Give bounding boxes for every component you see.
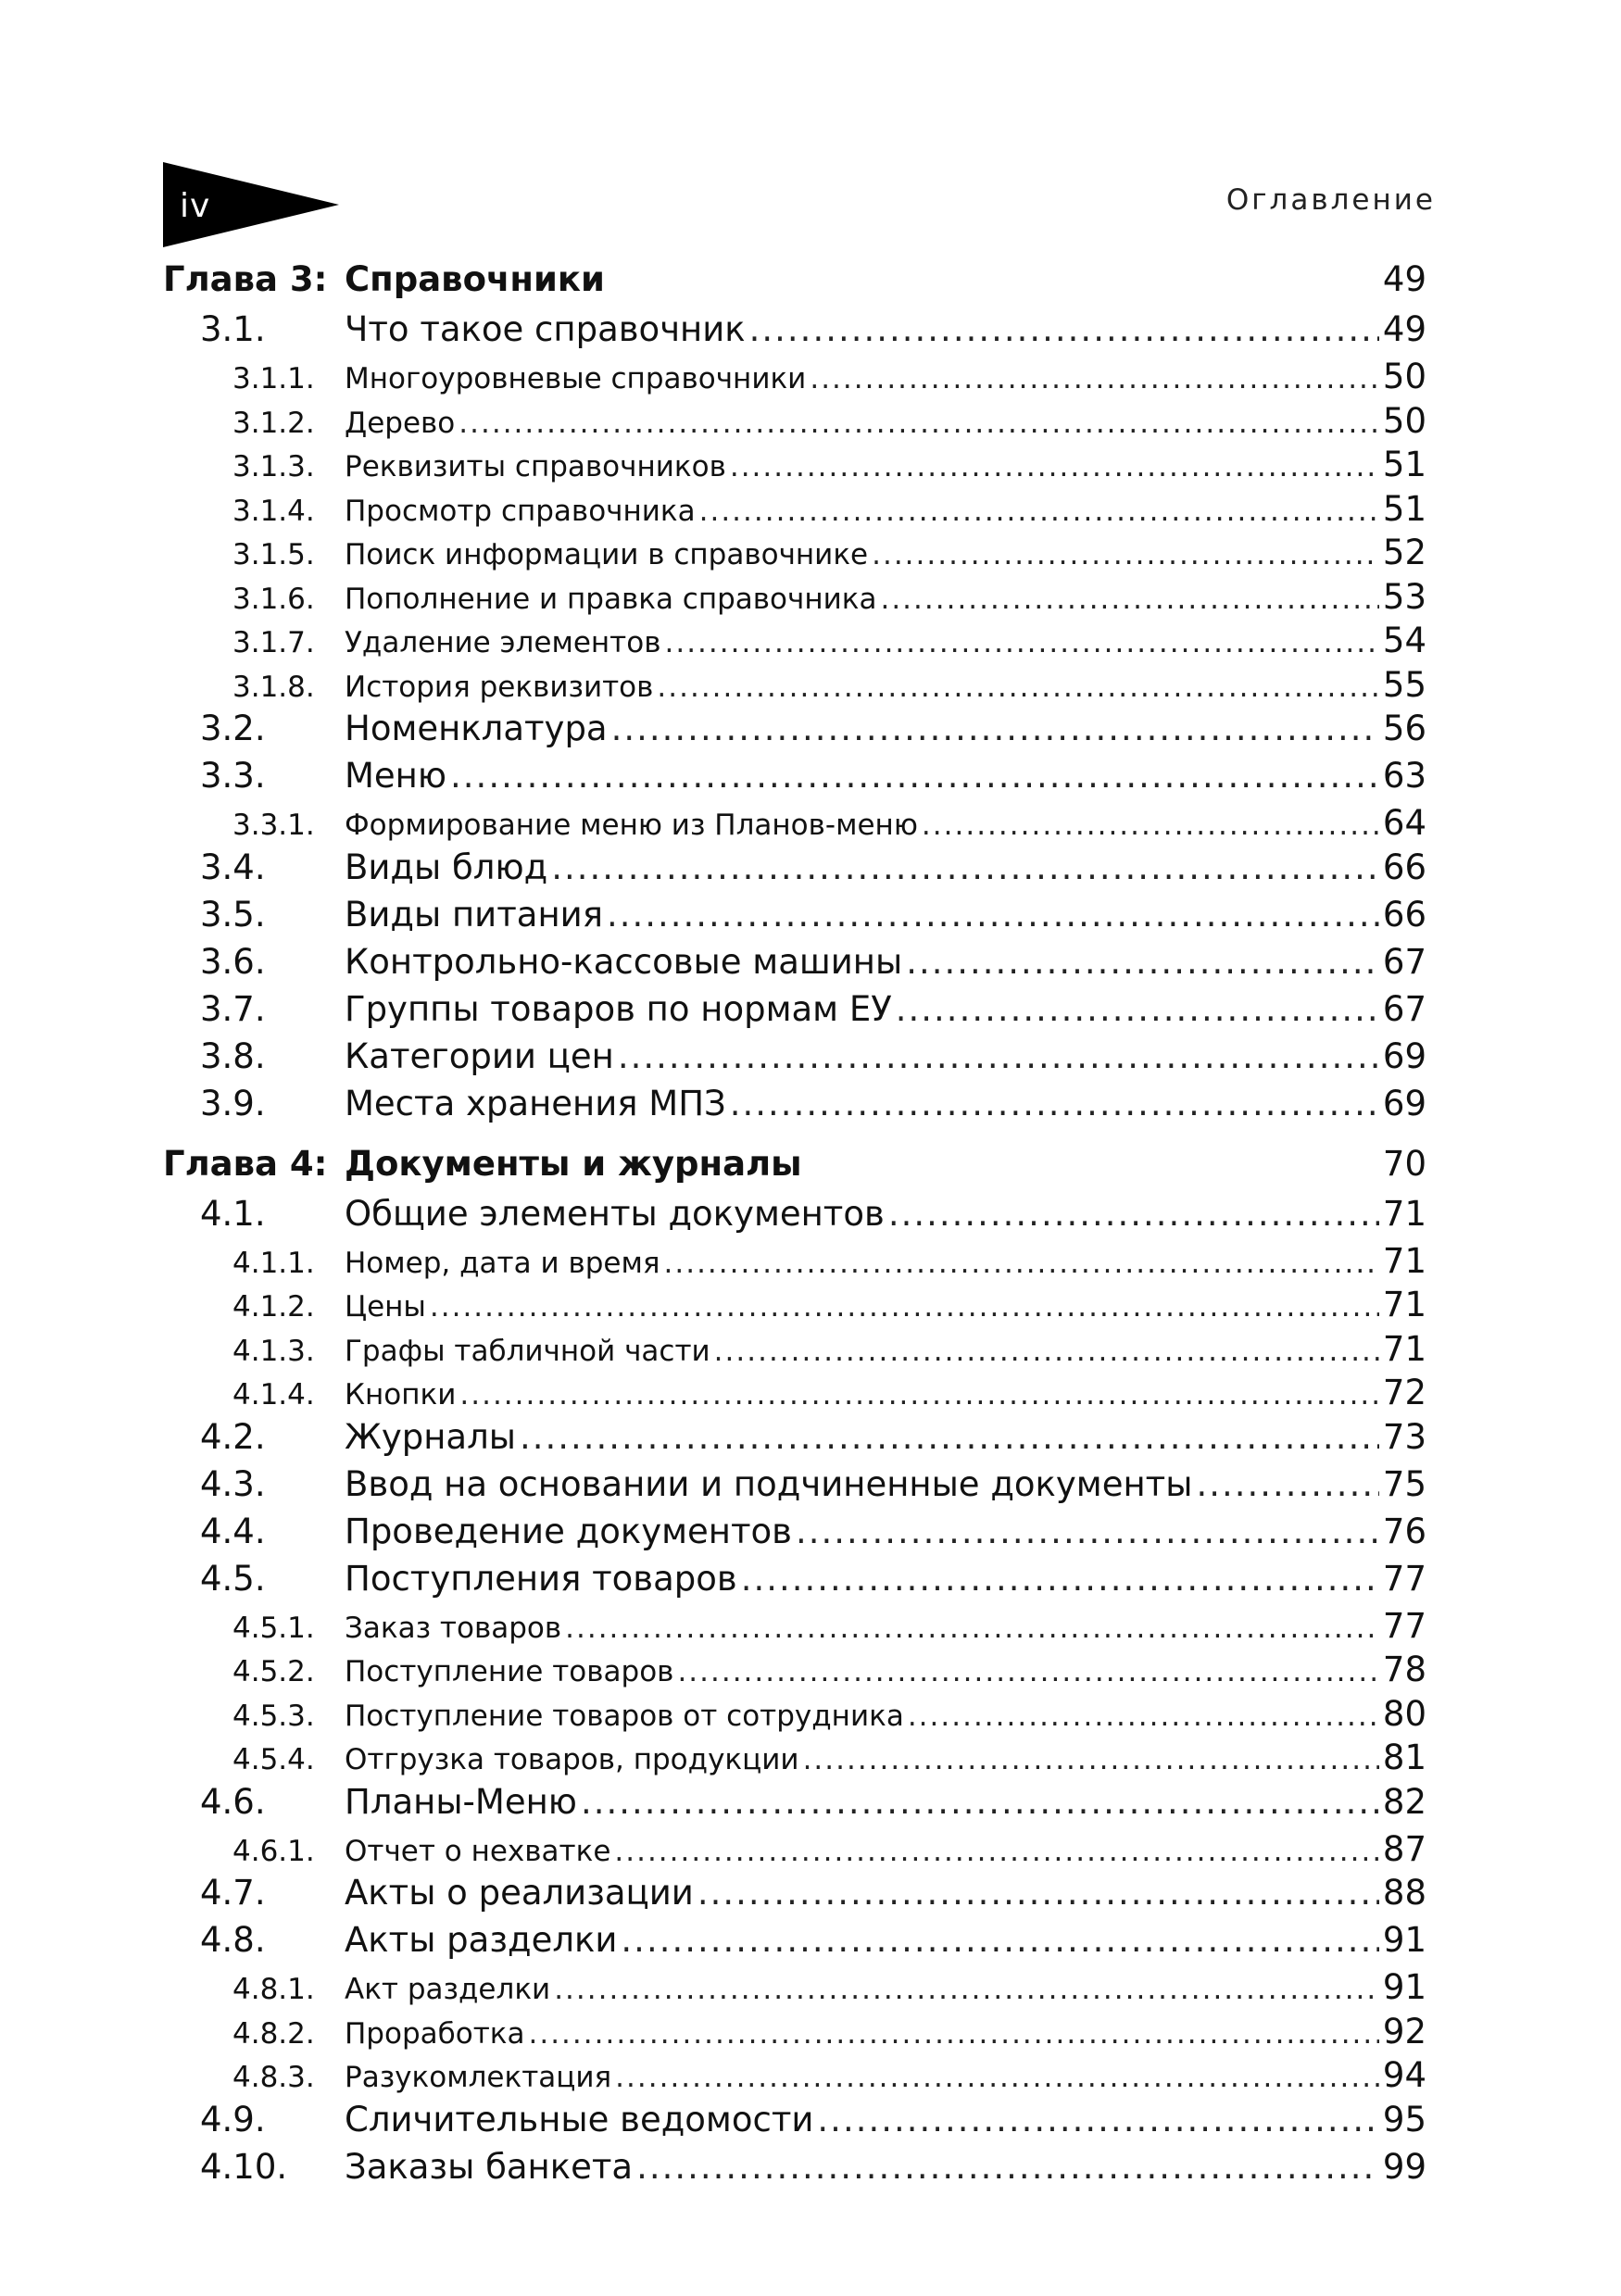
entry-number: 3.3. bbox=[200, 756, 266, 796]
dot-leader bbox=[529, 2017, 1379, 2051]
entry-title: Ввод на основании и подчиненные документы bbox=[345, 1463, 1193, 1504]
page-ref: 63 bbox=[1382, 756, 1426, 796]
entry-number: 3.1.7. bbox=[232, 626, 315, 659]
toc-section[interactable] bbox=[163, 1559, 1426, 1606]
dot-leader bbox=[810, 362, 1379, 395]
toc-subsection[interactable] bbox=[163, 1967, 1426, 2012]
entry-number: 4.8. bbox=[200, 1920, 266, 1960]
toc-section[interactable] bbox=[163, 1782, 1426, 1829]
entry-title: Разукомлектация bbox=[345, 2061, 612, 2094]
page-ref: 91 bbox=[1382, 1967, 1426, 2007]
page-ref: 71 bbox=[1382, 1193, 1426, 1234]
dot-leader bbox=[450, 756, 1379, 796]
toc-section[interactable] bbox=[163, 895, 1426, 942]
entry-number: 4.1.4. bbox=[232, 1378, 315, 1411]
toc-subsection[interactable] bbox=[163, 533, 1426, 577]
chapter-heading[interactable] bbox=[163, 259, 1426, 309]
page-ref: 67 bbox=[1382, 941, 1426, 982]
entry-number: 4.5.1. bbox=[232, 1611, 315, 1645]
entry-number: 4.6.1. bbox=[232, 1834, 315, 1868]
page-ref: 49 bbox=[1382, 309, 1426, 349]
entry-number: 4.8.2. bbox=[232, 2016, 315, 2051]
dot-leader bbox=[922, 809, 1379, 842]
page-ref: 50 bbox=[1382, 400, 1426, 441]
dot-leader bbox=[714, 1335, 1379, 1368]
page-ref: 91 bbox=[1382, 1920, 1426, 1960]
dot-leader bbox=[906, 942, 1379, 982]
running-title: Оглавление bbox=[1225, 183, 1436, 217]
page-ref: 66 bbox=[1382, 894, 1426, 935]
chapter-label: Глава 4: bbox=[163, 1143, 328, 1184]
entry-number: 4.1.2. bbox=[232, 1290, 315, 1324]
entry-title: Поступление товаров bbox=[345, 1655, 674, 1688]
toc-section[interactable] bbox=[163, 1873, 1426, 1920]
entry-number: 3.8. bbox=[200, 1035, 266, 1076]
dot-leader bbox=[749, 309, 1379, 349]
toc-section[interactable] bbox=[163, 1194, 1426, 1241]
dot-leader bbox=[697, 1873, 1379, 1913]
dot-leader bbox=[554, 1973, 1379, 2006]
page-ref: 54 bbox=[1382, 621, 1426, 660]
chapter-title: Документы и журналы bbox=[345, 1143, 802, 1184]
toc-section[interactable] bbox=[163, 756, 1426, 803]
entry-title: Категории цен bbox=[345, 1035, 614, 1076]
dot-leader bbox=[888, 1194, 1379, 1234]
entry-number: 4.1.3. bbox=[232, 1334, 315, 1368]
dot-leader bbox=[611, 709, 1379, 748]
dot-leader bbox=[459, 407, 1379, 440]
dot-leader bbox=[664, 626, 1378, 659]
page-ref: 76 bbox=[1382, 1511, 1426, 1551]
dot-leader bbox=[459, 1378, 1379, 1411]
page-ref: 94 bbox=[1382, 2055, 1426, 2095]
dot-leader bbox=[817, 2100, 1378, 2139]
page-ref: 69 bbox=[1382, 1083, 1426, 1123]
entry-title: Цены bbox=[345, 1290, 426, 1324]
dot-leader bbox=[803, 1743, 1379, 1776]
dot-leader bbox=[880, 583, 1378, 616]
entry-title: Поступления товаров bbox=[345, 1558, 737, 1599]
page-ref: 66 bbox=[1382, 847, 1426, 887]
entry-title: Планы-Меню bbox=[345, 1781, 577, 1822]
dot-leader bbox=[699, 495, 1379, 528]
page-ref: 52 bbox=[1382, 533, 1426, 572]
page-ref: 71 bbox=[1382, 1328, 1426, 1369]
page-ref: 67 bbox=[1382, 988, 1426, 1029]
dot-leader bbox=[872, 538, 1379, 571]
chapter-title: Справочники bbox=[345, 259, 605, 299]
toc-subsection[interactable] bbox=[163, 2055, 1426, 2100]
entry-title: Пополнение и правка справочника bbox=[345, 582, 877, 616]
dot-leader bbox=[615, 2061, 1379, 2094]
entry-title: Графы табличной части bbox=[345, 1334, 710, 1368]
entry-number: 4.1.1. bbox=[232, 1246, 315, 1280]
toc-subsection[interactable] bbox=[163, 621, 1426, 665]
entry-number: 4.5. bbox=[200, 1558, 266, 1599]
entry-number: 4.1. bbox=[200, 1193, 266, 1234]
entry-number: 4.2. bbox=[200, 1416, 266, 1457]
entry-title: Проработка bbox=[345, 2016, 525, 2051]
page-ref: 77 bbox=[1382, 1605, 1426, 1646]
entry-title: Номенклатура bbox=[345, 709, 608, 748]
dot-leader bbox=[730, 450, 1379, 483]
dot-leader bbox=[796, 1512, 1379, 1551]
toc-section[interactable] bbox=[163, 942, 1426, 989]
toc-section[interactable] bbox=[163, 309, 1426, 357]
entry-title: Группы товаров по нормам ЕУ bbox=[345, 988, 892, 1029]
page-ref: 51 bbox=[1382, 488, 1426, 529]
dot-leader bbox=[677, 1655, 1378, 1688]
toc-subsection[interactable] bbox=[163, 577, 1426, 621]
page-ref: 75 bbox=[1382, 1463, 1426, 1504]
page-ref: 71 bbox=[1382, 1285, 1426, 1324]
page-ref: 56 bbox=[1382, 709, 1426, 748]
page-ref: 53 bbox=[1382, 576, 1426, 617]
entry-number: 3.2. bbox=[200, 709, 266, 748]
dot-leader bbox=[520, 1417, 1379, 1457]
toc-section[interactable] bbox=[163, 1084, 1426, 1131]
entry-number: 3.1. bbox=[200, 309, 266, 349]
page-ref: 95 bbox=[1382, 2099, 1426, 2139]
entry-number: 4.5.2. bbox=[232, 1655, 315, 1688]
toc-subsection[interactable] bbox=[163, 1650, 1426, 1694]
dot-leader bbox=[664, 1247, 1379, 1280]
entry-title: Заказ товаров bbox=[345, 1611, 562, 1645]
entry-title: Отгрузка товаров, продукции bbox=[345, 1743, 799, 1776]
page-ref: 49 bbox=[1382, 259, 1426, 299]
dot-leader bbox=[908, 1700, 1379, 1733]
dot-leader bbox=[551, 847, 1379, 887]
toc-section[interactable] bbox=[163, 1464, 1426, 1512]
entry-number: 4.3. bbox=[200, 1463, 266, 1504]
dot-leader bbox=[741, 1559, 1379, 1599]
toc-section[interactable] bbox=[163, 1920, 1426, 1967]
entry-number: 3.1.2. bbox=[232, 406, 315, 440]
page-ref: 51 bbox=[1382, 445, 1426, 484]
toc-section[interactable] bbox=[163, 989, 1426, 1036]
entry-title: Виды блюд bbox=[345, 847, 548, 887]
dot-leader bbox=[618, 1036, 1379, 1076]
toc-subsection[interactable] bbox=[163, 1606, 1426, 1650]
entry-title: Меню bbox=[345, 756, 447, 796]
entry-number: 3.4. bbox=[200, 847, 266, 887]
entry-title: Акты о реализации bbox=[345, 1873, 694, 1913]
entry-title: Просмотр справочника bbox=[345, 494, 696, 528]
entry-number: 4.7. bbox=[200, 1873, 266, 1913]
toc-section[interactable] bbox=[163, 1036, 1426, 1084]
toc-section[interactable] bbox=[163, 1417, 1426, 1464]
toc-section[interactable] bbox=[163, 1512, 1426, 1559]
entry-number: 3.9. bbox=[200, 1083, 266, 1123]
toc-section[interactable] bbox=[163, 2147, 1426, 2194]
page-number: iv bbox=[180, 187, 211, 225]
toc-subsection[interactable] bbox=[163, 357, 1426, 401]
entry-title: Отчет о нехватке bbox=[345, 1834, 611, 1868]
entry-number: 3.6. bbox=[200, 941, 266, 982]
entry-title: Реквизиты справочников bbox=[345, 450, 726, 483]
entry-number: 4.10. bbox=[200, 2146, 288, 2187]
entry-number: 4.9. bbox=[200, 2099, 266, 2139]
entry-title: Удаление элементов bbox=[345, 626, 661, 659]
entry-number: 3.1.1. bbox=[232, 362, 315, 395]
entry-title: Что такое справочник bbox=[345, 309, 746, 349]
page-ref: 55 bbox=[1382, 664, 1426, 705]
toc-subsection[interactable] bbox=[163, 1285, 1426, 1329]
entry-title: Дерево bbox=[345, 406, 456, 440]
chapter-heading[interactable] bbox=[163, 1144, 1426, 1194]
entry-title: Сличительные ведомости bbox=[345, 2099, 814, 2139]
entry-number: 3.1.3. bbox=[232, 450, 315, 483]
toc-subsection[interactable] bbox=[163, 489, 1426, 533]
toc-subsection[interactable] bbox=[163, 803, 1426, 847]
dot-leader bbox=[1196, 1464, 1378, 1504]
entry-number: 4.6. bbox=[200, 1781, 266, 1822]
entry-number: 3.1.5. bbox=[232, 538, 315, 571]
toc-section[interactable] bbox=[163, 847, 1426, 895]
entry-number: 4.5.3. bbox=[232, 1699, 315, 1733]
entry-title: Поиск информации в справочнике bbox=[345, 538, 869, 571]
page-ref: 70 bbox=[1382, 1143, 1426, 1184]
entry-title: Номер, дата и время bbox=[345, 1246, 660, 1280]
dot-leader bbox=[730, 1084, 1379, 1123]
entry-title: Места хранения МПЗ bbox=[345, 1083, 726, 1123]
entry-title: Контрольно-кассовые машины bbox=[345, 941, 903, 982]
dot-leader bbox=[607, 895, 1379, 935]
entry-title: Виды питания bbox=[345, 894, 603, 935]
dot-leader bbox=[430, 1290, 1379, 1324]
toc-subsection[interactable] bbox=[163, 1829, 1426, 1874]
toc-section[interactable] bbox=[163, 709, 1426, 756]
page-ref: 87 bbox=[1382, 1828, 1426, 1869]
entry-title: Общие элементы документов bbox=[345, 1193, 885, 1234]
toc-subsection[interactable] bbox=[163, 665, 1426, 709]
dot-leader bbox=[621, 1920, 1378, 1960]
entry-title: Заказы банкета bbox=[345, 2146, 634, 2187]
page-ref: 88 bbox=[1382, 1873, 1426, 1913]
page-ref: 73 bbox=[1382, 1416, 1426, 1457]
dot-leader bbox=[636, 2147, 1379, 2187]
chapter-label: Глава 3: bbox=[163, 259, 328, 299]
entry-number: 3.1.4. bbox=[232, 494, 315, 528]
page-ref: 82 bbox=[1382, 1781, 1426, 1822]
dot-leader bbox=[896, 989, 1379, 1029]
page-ref: 80 bbox=[1382, 1693, 1426, 1734]
toc-subsection[interactable] bbox=[163, 1329, 1426, 1374]
entry-title: Журналы bbox=[345, 1416, 516, 1457]
entry-title: Поступление товаров от сотрудника bbox=[345, 1699, 904, 1733]
entry-number: 3.7. bbox=[200, 988, 266, 1029]
page-ref: 77 bbox=[1382, 1558, 1426, 1599]
entry-number: 3.1.6. bbox=[232, 582, 315, 616]
page-ref: 99 bbox=[1382, 2146, 1426, 2187]
entry-title: История реквизитов bbox=[345, 670, 654, 704]
toc-subsection[interactable] bbox=[163, 1373, 1426, 1417]
entry-title: Акт разделки bbox=[345, 1973, 551, 2006]
page-ref: 69 bbox=[1382, 1035, 1426, 1076]
entry-number: 3.5. bbox=[200, 894, 266, 935]
entry-title: Проведение документов bbox=[345, 1511, 792, 1551]
page-number-tab bbox=[163, 162, 339, 247]
entry-title: Формирование меню из Планов-меню bbox=[345, 809, 918, 842]
page-ref: 50 bbox=[1382, 357, 1426, 396]
entry-number: 4.5.4. bbox=[232, 1743, 315, 1776]
page-ref: 64 bbox=[1382, 803, 1426, 843]
entry-title: Кнопки bbox=[345, 1378, 457, 1411]
page-ref: 71 bbox=[1382, 1240, 1426, 1281]
dot-leader bbox=[581, 1782, 1379, 1822]
toc-subsection[interactable] bbox=[163, 1241, 1426, 1286]
entry-title: Акты разделки bbox=[345, 1920, 618, 1960]
page-ref: 72 bbox=[1382, 1373, 1426, 1412]
toc-subsection[interactable] bbox=[163, 1738, 1426, 1782]
toc-subsection[interactable] bbox=[163, 1694, 1426, 1738]
entry-title: Многоуровневые справочники bbox=[345, 362, 807, 395]
page-ref: 81 bbox=[1382, 1738, 1426, 1777]
toc-section[interactable] bbox=[163, 2100, 1426, 2147]
toc-subsection[interactable] bbox=[163, 2012, 1426, 2056]
entry-number: 4.8.3. bbox=[232, 2061, 315, 2094]
entry-number: 3.3.1. bbox=[232, 809, 315, 842]
table-of-contents bbox=[163, 259, 1426, 2194]
page-ref: 92 bbox=[1382, 2011, 1426, 2051]
dot-leader bbox=[657, 671, 1379, 704]
entry-number: 4.4. bbox=[200, 1511, 266, 1551]
dot-leader bbox=[614, 1835, 1379, 1868]
toc-subsection[interactable] bbox=[163, 445, 1426, 489]
dot-leader bbox=[565, 1612, 1379, 1645]
entry-number: 3.1.8. bbox=[232, 670, 315, 704]
toc-subsection[interactable] bbox=[163, 401, 1426, 445]
page-ref: 78 bbox=[1382, 1650, 1426, 1689]
entry-number: 4.8.1. bbox=[232, 1973, 315, 2006]
